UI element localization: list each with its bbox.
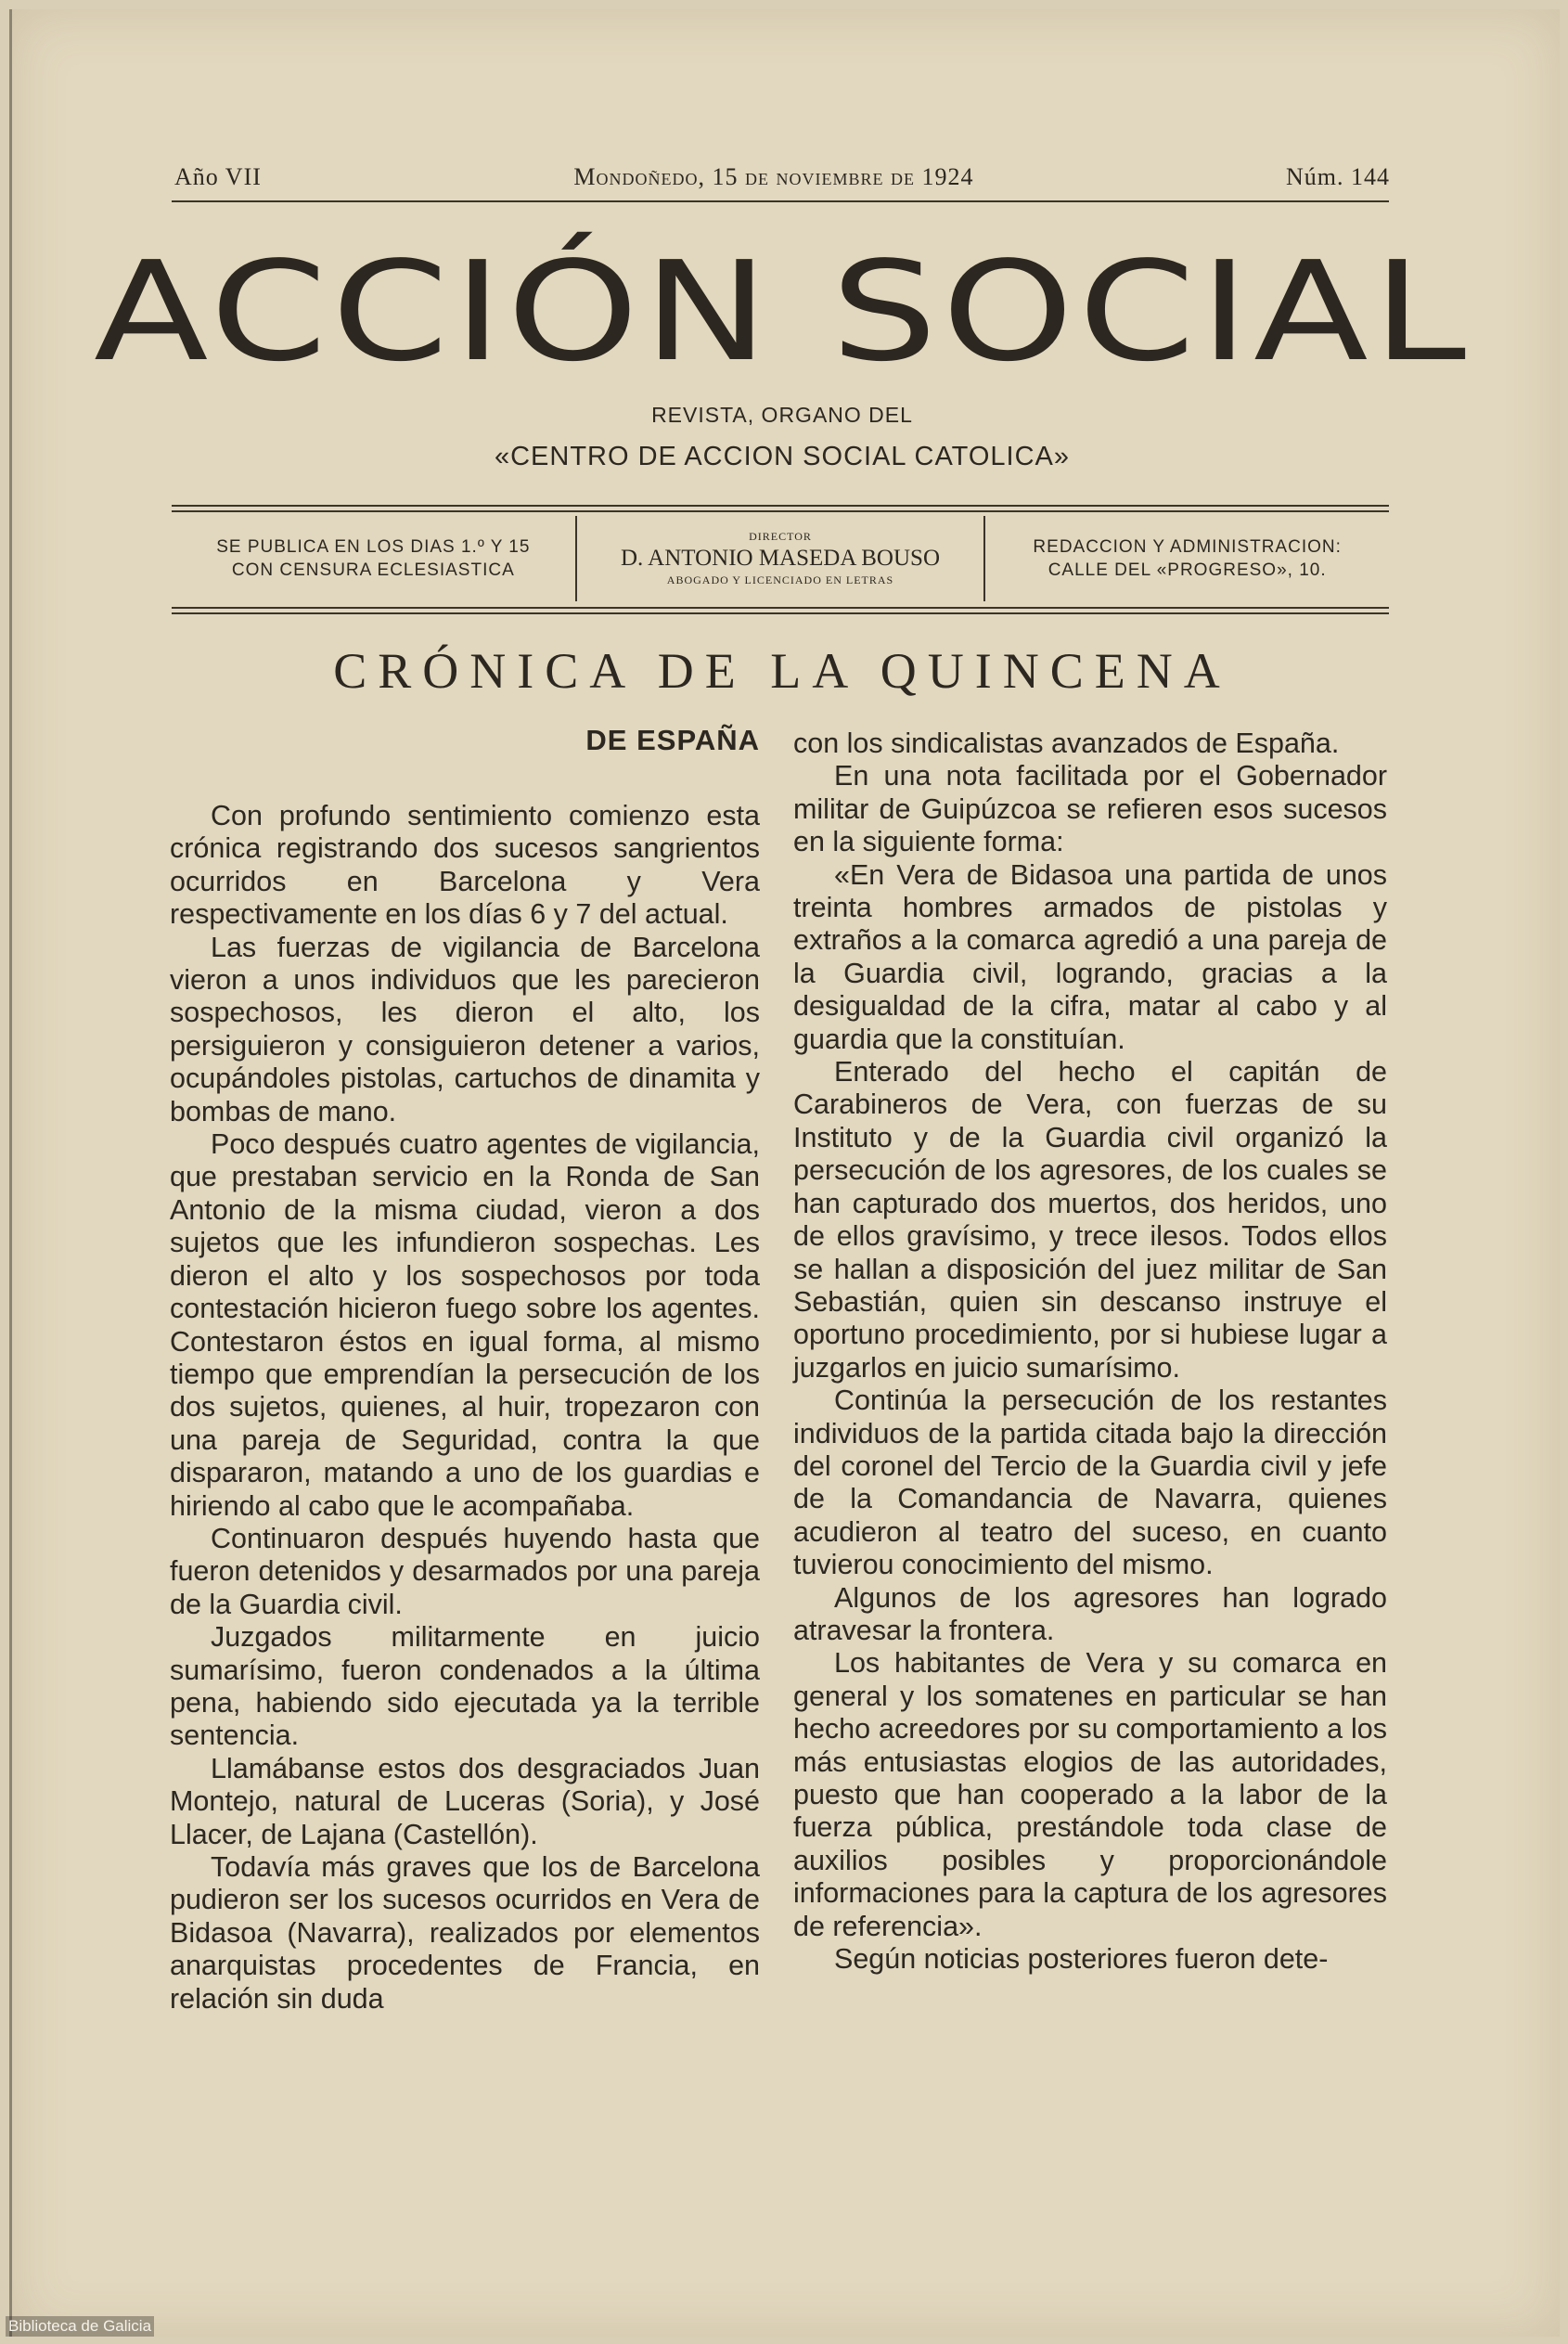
issue-line (174, 163, 1390, 191)
paragraph: En una nota facilitada por el Gobernador militar de Guipúzcoa se refieren esos sucesos en la siguiente forma: (793, 760, 1387, 858)
paragraph: Las fuerzas de vigilancia de Barcelona vieron a unos individuos que les parecieron sospechosos, les dieron el alto, los persiguieron y consiguieron detener a varios, ocupándoles pistolas, cartuchos de dinamita y bombas de mano. (170, 931, 760, 1127)
paragraph: Continuaron después huyendo hasta que fueron detenidos y desarmados por una pareja de la Guardia civil. (170, 1522, 760, 1620)
director-info (575, 516, 986, 601)
issue-place-date: Mondoñedo, 15 de noviembre de 1924 (573, 163, 974, 190)
publication-info: SE PUBLICA EN LOS DIAS 1.º Y 15 CON CENSURA ECLESIASTICA (216, 537, 531, 580)
article-column-right (793, 728, 1387, 1976)
paragraph: Llamábanse estos dos desgraciados Juan Montejo, natural de Luceras (Soria), y José Llacer, de Lajana (Castellón). (170, 1752, 760, 1850)
article-subhead: DE ESPAÑA (585, 724, 760, 756)
masthead-title: ACCIÓN SOCIAL (94, 232, 1471, 392)
article-column-left (170, 724, 760, 2016)
paragraph: «En Vera de Bidasoa una partida de unos treinta hombres armados de pistolas y extraños a la comarca agredió a una pareja de la Guardia civil, logrando, gracias a la desigualdad de la cifra, matar al cabo y al guardia que la constituían. (793, 858, 1387, 1055)
paragraph: Enterado del hecho el capitán de Carabineros de Vera, con fuerzas de su Instituto y de la Guardia civil organizó la persecución de los agresores, de los cuales se han capturado dos muertos, dos heridos, uno de ellos gravísimo, y trece ilesos. Todos ellos se hallan a disposición del juez militar de San Sebastián, quien sin descanso instruye el oportuno procedimiento, por si hubiese lugar a juzgarlos en juicio sumarísimo. (793, 1056, 1387, 1384)
administration-info: REDACCION Y ADMINISTRACION: CALLE DEL «PROGRESO», 10. (1033, 537, 1342, 580)
paragraph: Según noticias posteriores fueron dete- (834, 1943, 1329, 1976)
paragraph: Algunos de los agresores han logrado atravesar la frontera. (793, 1581, 1387, 1646)
paragraph: Todavía más graves que los de Barcelona pudieron ser los sucesos ocurridos en Vera de Bidasoa (Navarra), realizados por elementos anarquistas procedentes de Francia, en relación sin duda (170, 1851, 760, 2015)
infobar (172, 512, 1389, 605)
paragraph: Poco después cuatro agentes de vigilancia, que prestaban servicio en la Ronda de San Antonio de la misma ciudad, vieron a dos sujetos que les infundieron sospechas. Les dieron el alto y los sospechosos por toda contestación hicieron fuego sobre los agentes. Contestaron éstos en igual forma, al mismo tiempo que emprendían la persecución de los dos sujetos, quienes, al huir, tropezaron con una pareja de Seguridad, contra la que dispararon, matando a uno de los guardias e hiriendo al cabo que le acompañaba. (170, 1128, 760, 1522)
paragraph: Los habitantes de Vera y su comarca en general y los somatenes en particular se han hecho acreedores por su comportamiento a los más entusiastas elogios de las autoridades, puesto que han cooperado a la labor de la fuerza pública, prestándole toda clase de auxilios posibles y proporcionándole informaciones para la captura de los agresores de referencia». (793, 1647, 1387, 1942)
paragraph-continuation: con los sindicalistas avanzados de España. (793, 728, 1340, 759)
infobar-rule-top (172, 505, 1389, 507)
infobar-rule-bottom (172, 612, 1389, 614)
issue-year: Año VII (174, 163, 262, 190)
director-name: D. ANTONIO MASEDA BOUSO (620, 546, 941, 571)
issue-number: Núm. 144 (1286, 163, 1390, 190)
masthead-organization: «CENTRO DE ACCION SOCIAL CATOLICA» (494, 442, 1071, 471)
library-watermark: Biblioteca de Galicia (6, 2316, 154, 2337)
article-title: CRÓNICA DE LA QUINCENA (333, 643, 1231, 699)
paragraph: Juzgados militarmente en juicio sumarísimo, fueron condenados a la última pena, habiendo sido ejecutada ya la terrible sentencia. (170, 1621, 760, 1752)
infobar-rule-bottom-inner (172, 607, 1389, 609)
director-title: ABOGADO Y LICENCIADO EN LETRAS (666, 573, 894, 586)
paragraph: Con profundo sentimiento comienzo esta crónica registrando dos sucesos sangrientos ocurridos en Barcelona y Vera respectivamente en los días 6 y 7 del actual. (170, 800, 760, 931)
paragraph: Continúa la persecución de los restantes individuos de la partida citada bajo la dirección del coronel del Tercio de la Guardia civil y jefe de la Comandancia de Navarra, quienes acudieron al teatro del suceso, en cuanto tuvierou conocimiento del mismo. (793, 1385, 1387, 1581)
newspaper-page (9, 9, 1560, 2337)
director-label: DIRECTOR (749, 530, 812, 543)
masthead-subtitle: REVISTA, ORGANO DEL (651, 403, 913, 427)
header-rule (172, 200, 1389, 202)
